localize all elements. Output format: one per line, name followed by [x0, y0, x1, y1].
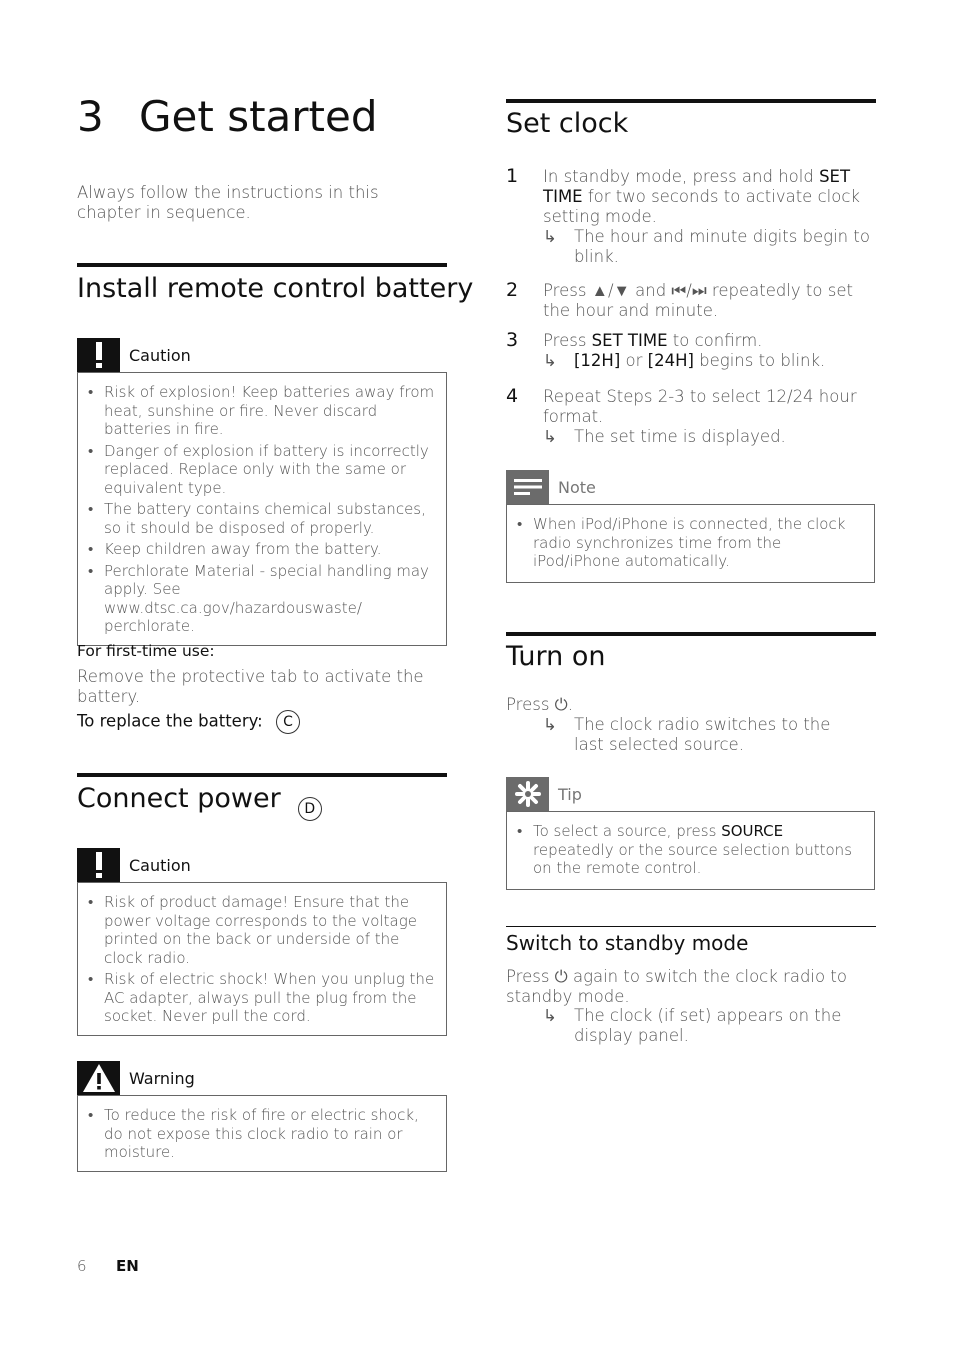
figure-ref-d: D — [298, 797, 322, 821]
power-heading-row — [77, 783, 322, 815]
caution-item: • Risk of product damage! Ensure that the power voltage corresponds to the voltage printed on the back or underside of the clock radio. — [78, 893, 438, 967]
key-source: SOURCE — [721, 822, 784, 840]
step-number: 2 — [506, 279, 519, 301]
tip-text: repeatedly or the source selection buttons on the remote control. — [533, 840, 853, 877]
note-list — [507, 515, 866, 571]
page-number: 6 — [77, 1257, 87, 1275]
subsection-rule — [506, 926, 876, 927]
step-number: 3 — [506, 329, 519, 351]
turnon-press: Press ⏻. — [506, 695, 573, 714]
note-icon — [506, 470, 549, 504]
step-text: Repeat Steps 2-3 to select 12/24 hour format. — [543, 387, 857, 426]
caution-list — [78, 893, 438, 1026]
tip-box — [506, 777, 875, 890]
clock-step-4 — [506, 387, 876, 447]
warning-item: • To reduce the risk of fire or electric shock, do not expose this clock radio to rain or moisture. — [78, 1106, 438, 1162]
result-arrow-icon: ↳ — [543, 427, 557, 446]
caution-label: Caution — [129, 855, 191, 875]
note-label: Note — [558, 477, 596, 497]
result-arrow-icon: ↳ — [543, 715, 557, 734]
section-rule — [506, 632, 876, 636]
section-rule — [506, 99, 876, 103]
warning-box — [77, 1061, 447, 1172]
warning-list — [78, 1106, 438, 1162]
caution-item: • Keep children away from the battery. — [78, 540, 438, 559]
step-text: Press ▲/▼ and ⏮/⏭ repeatedly to set the hour and minute. — [543, 281, 853, 320]
result-arrow-icon: ↳ — [543, 227, 557, 246]
note-box — [506, 470, 875, 583]
chapter-intro: Always follow the instructions in this chapter in sequence. — [77, 183, 379, 222]
language-code: EN — [116, 1257, 139, 1275]
clock-step-2 — [506, 281, 876, 321]
tip-text: To select a source, press — [533, 822, 722, 840]
note-item: • When iPod/iPhone is connected, the clock radio synchronizes time from the iPod/iPhone automatically. — [507, 515, 866, 571]
clock-heading: Set clock — [506, 108, 629, 139]
result-text: begins to blink. — [693, 351, 826, 370]
tip-icon — [506, 777, 549, 811]
first-time-label: For first-time use: — [77, 642, 215, 660]
standby-text: Press ⏻ again to switch the clock radio to standby mode. — [506, 967, 847, 1006]
step-number: 4 — [506, 385, 519, 407]
standby-result — [543, 1006, 863, 1046]
section-rule — [77, 773, 447, 777]
figure-ref-c: C — [276, 710, 300, 734]
turnon-heading: Turn on — [506, 641, 606, 672]
chapter-title-text: Get started — [139, 92, 378, 141]
page-title — [77, 92, 378, 141]
install-caution-box — [77, 338, 447, 646]
key-24h: [24H] — [647, 351, 694, 370]
step-text: to confirm. — [667, 331, 763, 350]
caution-item: • Perchlorate Material - special handling may apply. See www.dtsc.ca.gov/hazardouswaste/ perchlorate. — [78, 562, 438, 636]
first-time-text: Remove the protective tab to activate the battery. — [77, 667, 424, 706]
caution-label: Caution — [129, 345, 191, 365]
step-text: In standby mode, press and hold — [543, 167, 820, 186]
result-arrow-icon: ↳ — [543, 1006, 557, 1025]
replace-battery-line — [77, 710, 447, 734]
clock-step-3 — [506, 331, 876, 371]
key-set-time: SET TIME — [591, 331, 668, 350]
chapter-number: 3 — [77, 92, 104, 141]
list-item — [507, 822, 866, 878]
install-heading: Install remote control battery — [77, 273, 474, 304]
turnon-result — [543, 715, 863, 755]
tip-label: Tip — [558, 784, 582, 804]
result-text: or — [620, 351, 648, 370]
key-set-time: SET TIME — [543, 167, 851, 206]
caution-item: • The battery contains chemical substances, so it should be disposed of properly. — [78, 500, 438, 537]
key-12h: [12H] — [574, 351, 621, 370]
power-heading: Connect power — [77, 783, 281, 814]
caution-item: • Risk of explosion! Keep batteries away from heat, sunshine or fire. Never discard batteries in fire. — [78, 383, 438, 439]
step-text: for two seconds to activate clock setting mode. — [543, 187, 860, 226]
result-arrow-icon: ↳ — [543, 351, 557, 370]
caution-item: • Risk of electric shock! When you unplug the AC adapter, always pull the plug from the socket. Never pull the cord. — [78, 970, 438, 1026]
clock-step-1 — [506, 167, 876, 267]
result-text: The set time is displayed. — [574, 427, 786, 446]
step-result — [543, 351, 876, 371]
section-rule — [77, 263, 447, 267]
step-result — [543, 227, 876, 267]
standby-heading: Switch to standby mode — [506, 931, 749, 955]
step-number: 1 — [506, 165, 519, 187]
result-text: The clock radio switches to the last selected source. — [574, 715, 831, 754]
step-result — [543, 427, 876, 447]
caution-icon — [77, 338, 120, 372]
caution-item: • Danger of explosion if battery is incorrectly replaced. Replace only with the same or equivalent type. — [78, 442, 438, 498]
warning-icon — [77, 1061, 120, 1095]
tip-list — [507, 822, 866, 878]
result-text: The hour and minute digits begin to blink. — [574, 227, 870, 266]
replace-label: To replace the battery: — [77, 711, 263, 731]
step-text: Press — [543, 331, 592, 350]
caution-list — [78, 383, 438, 636]
result-text: The clock (if set) appears on the display panel. — [574, 1006, 842, 1045]
caution-icon — [77, 848, 120, 882]
power-caution-box — [77, 848, 447, 1036]
warning-label: Warning — [129, 1068, 195, 1088]
